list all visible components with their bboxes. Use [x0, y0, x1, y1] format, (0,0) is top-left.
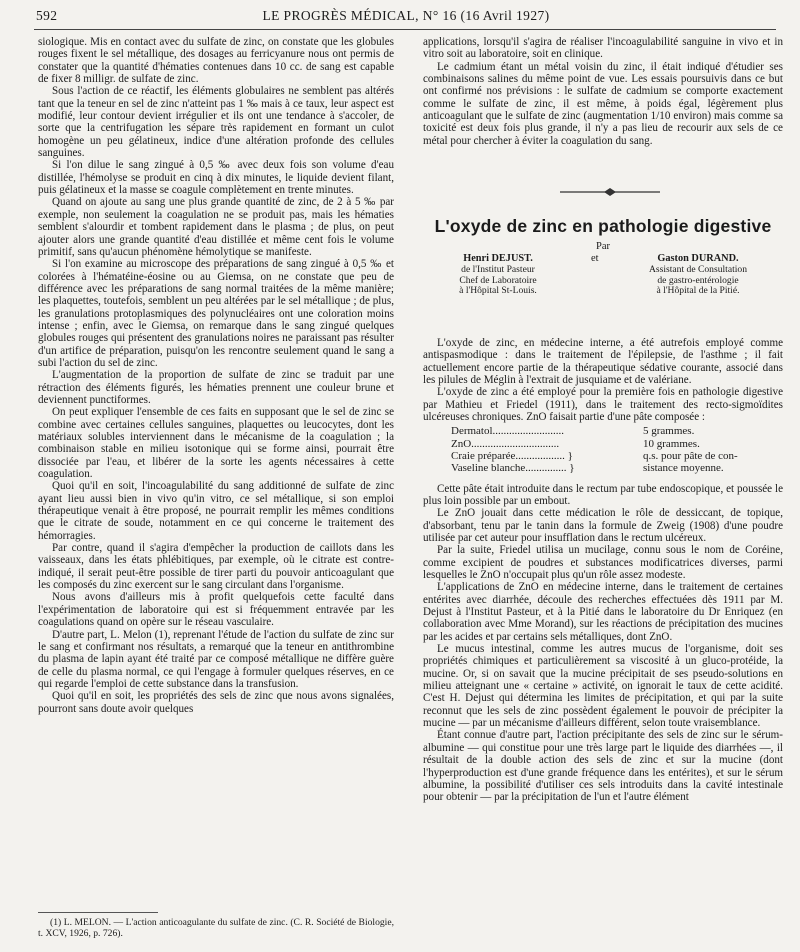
page-header [36, 8, 776, 26]
formula-ingredient: Craie préparée.................. } [451, 450, 573, 462]
author-affiliation: Chef de Laboratoire [459, 274, 537, 286]
footnote: (1) L. MELON. — L'action anticoagulante du sulfate de zinc. (C. R. Société de Biologie, t. XCV, 1926, p. 726). [38, 917, 394, 939]
author-durand [623, 254, 773, 297]
article-body [423, 337, 783, 804]
paragraph: Cette pâte était introduite dans le rectum par tube endoscopique, et poussée le plus loin possible par un embout. [423, 482, 783, 507]
paragraph: Le ZnO jouait dans cette médication le rôle de dessiccant, de topique, d'absorbant, tenu par le tanin dans la formule de Zweig (1908) d'une poudre utilisée par cet auteur pour insufflation dans le rectum ulcéreux. [423, 507, 783, 544]
paragraph: L'oxyde de zinc a été employé pour la première fois en pathologie digestive par Mathieu et Friedel (1911), dans le traitement des recto-sigmoïdites ulcéreuses chroniques. ZnO faisait partie d'une pâte composée : [423, 386, 783, 424]
footnote-rule [38, 912, 158, 913]
paragraph: L'oxyde de zinc, en médecine interne, a été autrefois employé comme antispasmodique : dans le traitement de l'épilepsie, de l'asthme ; il fait actuellement encore partie de la thérapeutique sédative courante, associé dans les pilules de Méglin à l'extrait de jusquiame et de valériane. [423, 337, 783, 387]
right-column-continuation [423, 36, 783, 147]
paragraph: Étant connue d'autre part, l'action précipitante des sels de zinc sur le sérum-albumine — qui constitue pour une très large part le liquide des diarrhées —, il résultait de la double action des sels de zinc et sur la mucine (dont l'hyperproduction est d'une grande fréquence dans les entérites), et sur le sérum albumine, la possibilité d'utiliser ces sels introduits dans la cavité intestinale pour obtenir — par la précipitation de l'un et l'autre élément [423, 729, 783, 804]
paragraph: On peut expliquer l'ensemble de ces faits en supposant que le sel de zinc se combine avec certaines cellules sanguines, plaquettes ou leucocytes, dont les matériaux solubles interviennent dans le mécanisme de la coagulation ; la combinaison stable en milieu isotonique qui se forme ainsi, pourrait être dissociée par l'eau, et libérer de la sorte les agents nécessaires à cette coagulation. [38, 406, 394, 481]
section-ornament [560, 186, 660, 198]
authors-block [423, 254, 783, 324]
formula-quantity: sistance moyenne. [643, 462, 724, 475]
paragraph: Quoi qu'il en soit, les propriétés des sels de zinc que nous avons signalées, pourront sans doute avoir quelques [38, 690, 394, 715]
formula-row [451, 425, 771, 437]
formula-ingredient: ZnO................................ [451, 437, 560, 450]
author-affiliation: de gastro-entérologie [657, 274, 739, 286]
left-column [38, 36, 394, 715]
formula-row [451, 462, 771, 474]
prescription-formula [451, 425, 771, 474]
paragraph: Quand on ajoute au sang une plus grande quantité de zinc, de 2 à 5 ‰ par exemple, non seulement la coagulation ne se produit pas, mais les hématies semblent s'alourdir et tombent rapidement dans le plasma ; de plus, on peut ajouter alors une grande quantité d'eau distillée et même cent fois le volume primitif, sans qu'aucun phénomène hémolytique se manifeste. [38, 196, 394, 258]
paragraph: Le mucus intestinal, comme les autres mucus de l'organisme, doit ses propriétés chimiques et particulièrement sa viscosité à un gluco-protéide, la mucine. Or, si on savait que la mucine précipitait de ses pseudo-solutions en milieu atteignant une « certaine » activité, on ignorait le taux de cette acidité. C'est H. Dejust qui détermina les limites de précipitation, et qui par la suite reconnut que les sels de zinc possèdent également le pouvoir de précipiter la mucine — par un mécanisme d'ailleurs différent, selon toute vraisemblance. [423, 643, 783, 730]
formula-quantity: q.s. pour pâte de con- [643, 450, 738, 462]
formula-ingredient: Dermatol.......................... [451, 425, 565, 438]
formula-quantity: 10 grammes. [643, 437, 700, 450]
paragraph: Sous l'action de ce réactif, les éléments globulaires ne semblent pas altérés tant que la teneur en sel de zinc n'atteint pas 1 ‰ mais à ce taux, leur aspect est modifié, leur contour devient irrégulier et ils ont une tendance à s'accoler, de sorte que la centrifugation les sépare très rapidement en formant un culot homogène un peu gélatineux, indice d'une altération profonde des cellules sanguines. [38, 85, 394, 160]
paragraph: siologique. Mis en contact avec du sulfate de zinc, on constate que les globules rouges fixent le sel métallique, des dosages au ferricyanure nous ont permis de constater que la quantité d'hématies contenues dans 10 cc. de sang est capable de fixer 8 milligr. de sulfate de zinc. [38, 36, 394, 86]
paragraph: D'autre part, L. Melon (1), reprenant l'étude de l'action du sulfate de zinc sur le sang et confirmant nos résultats, a remarqué que la teneur en antithrombine du plasma de lapin ayant été traité par ce composé métallique ne diffère guère de celle du plasma normal, ce qui l'engage à formuler quelques réserves, en ce qui regarde l'emploi de cette substance dans la transfusion. [38, 628, 394, 690]
paragraph: Si l'on examine au microscope des préparations de sang zingué à 0,5 ‰ et colorées à l'hématéine-éosine ou au Giemsa, on ne constate que peu de différence avec les préparations de sang normal traitées de la même manière; les plaquettes, toutefois, semblent un peu altérées par le sel métallique ; de plus, les granulations protoplasmiques des polynucléaires ont une coloration moins intense ; enfin, avec le Giemsa, on remarque dans le sang zingué quelques globules rouges qui présentent des granulations noires ne paraissant pas résulter d'un artifice de préparation, puisqu'on les rencontre seulement quand le sang a subi l'action du sel de zinc. [38, 258, 394, 369]
paragraph: L'augmentation de la proportion de sulfate de zinc se traduit par une rétraction des éléments figurés, les hématies prennent une couleur brune et deviennent punctiformes. [38, 369, 394, 406]
paragraph: Nous avons d'ailleurs mis à profit quelquefois cette faculté dans l'expérimentation de laboratoire qui est si fréquemment entravée par les coagulations quand on opère sur le réseau vasculaire. [38, 591, 394, 629]
paragraph: L'applications de ZnO en médecine interne, dans le traitement de certaines entérites avec diarrhée, découle des recherches effectuées dès 1911 par M. Dejust à l'Institut Pasteur, et à la Pitié dans le laboratoire du Dr Enriquez (en collaboration avec Mme Morand), sur les réactions de précipitation des mucines par les acides et par certains sels métalliques, dont ZnO. [423, 581, 783, 643]
author-affiliation: à l'Hôpital de la Pitié. [656, 285, 740, 297]
formula-row [451, 450, 771, 462]
author-conjunction: et [591, 253, 599, 264]
formula-ingredient: Vaseline blanche............... } [451, 462, 575, 475]
author-name: Henri DEJUST. [463, 253, 533, 264]
byline-par: Par [596, 241, 610, 252]
author-affiliation: Assistant de Consultation [648, 263, 748, 275]
paragraph: applications, lorsqu'il s'agira de réaliser l'incoagulabilité sanguine in vivo et in vitro soit au laboratoire, soit en clinique. [423, 36, 783, 61]
author-affiliation: de l'Institut Pasteur [461, 263, 535, 275]
paragraph: Par la suite, Friedel utilisa un mucilage, connu sous le nom de Coréine, comme excipient de poudres et substances modificatrices diverses, parmi lesquelles le ZnO n'occupait plus qu'un rôle assez modeste. [423, 544, 783, 581]
author-name: Gaston DURAND. [657, 253, 739, 264]
paragraph: Quoi qu'il en soit, l'incoagulabilité du sang additionné de sulfate de zinc ayant lieu aussi bien in vivo qu'in vitro, ce sel métallique, si son emploi thérapeutique venait à être proposé, ne pourrait remplir les mêmes conditions que le citrate de soude, notamment en ce qui concerne le traitement des hémorragies. [38, 480, 394, 542]
article-title: L'oxyde de zinc en pathologie digestive [434, 216, 772, 236]
author-affiliation: à l'Hôpital St-Louis. [459, 285, 537, 297]
formula-row [451, 438, 771, 450]
journal-title: LE PROGRÈS MÉDICAL, N° 16 (16 Avril 1927) [262, 8, 550, 23]
header-rule [34, 29, 776, 30]
paragraph: Le cadmium étant un métal voisin du zinc, il était indiqué d'étudier ses combinaisons salines du même point de vue. Les essais poursuivis dans ce but ont confirmé nos prévisions : le sulfate de cadmium se comporte exactement comme le sulfate de zinc, il est même, à poids égal, légèrement plus anticoagulant que le sulfate de zinc (augmentation 1/10 environ) mais comme sa toxicité est deux fois plus grande, il n'y a pas lieu de recourir aux sels de ce métal pour chercher à éviter la coagulation du sang. [423, 60, 783, 147]
author-dejust [423, 254, 573, 297]
page-number: 592 [36, 8, 58, 23]
formula-quantity: 5 grammes. [643, 425, 695, 438]
paragraph: Si l'on dilue le sang zingué à 0,5 ‰ avec deux fois son volume d'eau distillée, l'hémolyse se produit en cinq à dix minutes, le liquide devient filant, puis gélatineux et la masse se coagule complètement en trente minutes. [38, 159, 394, 197]
paragraph: Par contre, quand il s'agira d'empêcher la production de caillots dans les vaisseaux, dans les états phlébitiques, par exemple, où le citrate est contre-indiqué, il serait peut-être possible de tirer parti du pouvoir anticoagulant que les composés du zinc exercent sur le sang circulant dans l'organisme. [38, 542, 394, 592]
